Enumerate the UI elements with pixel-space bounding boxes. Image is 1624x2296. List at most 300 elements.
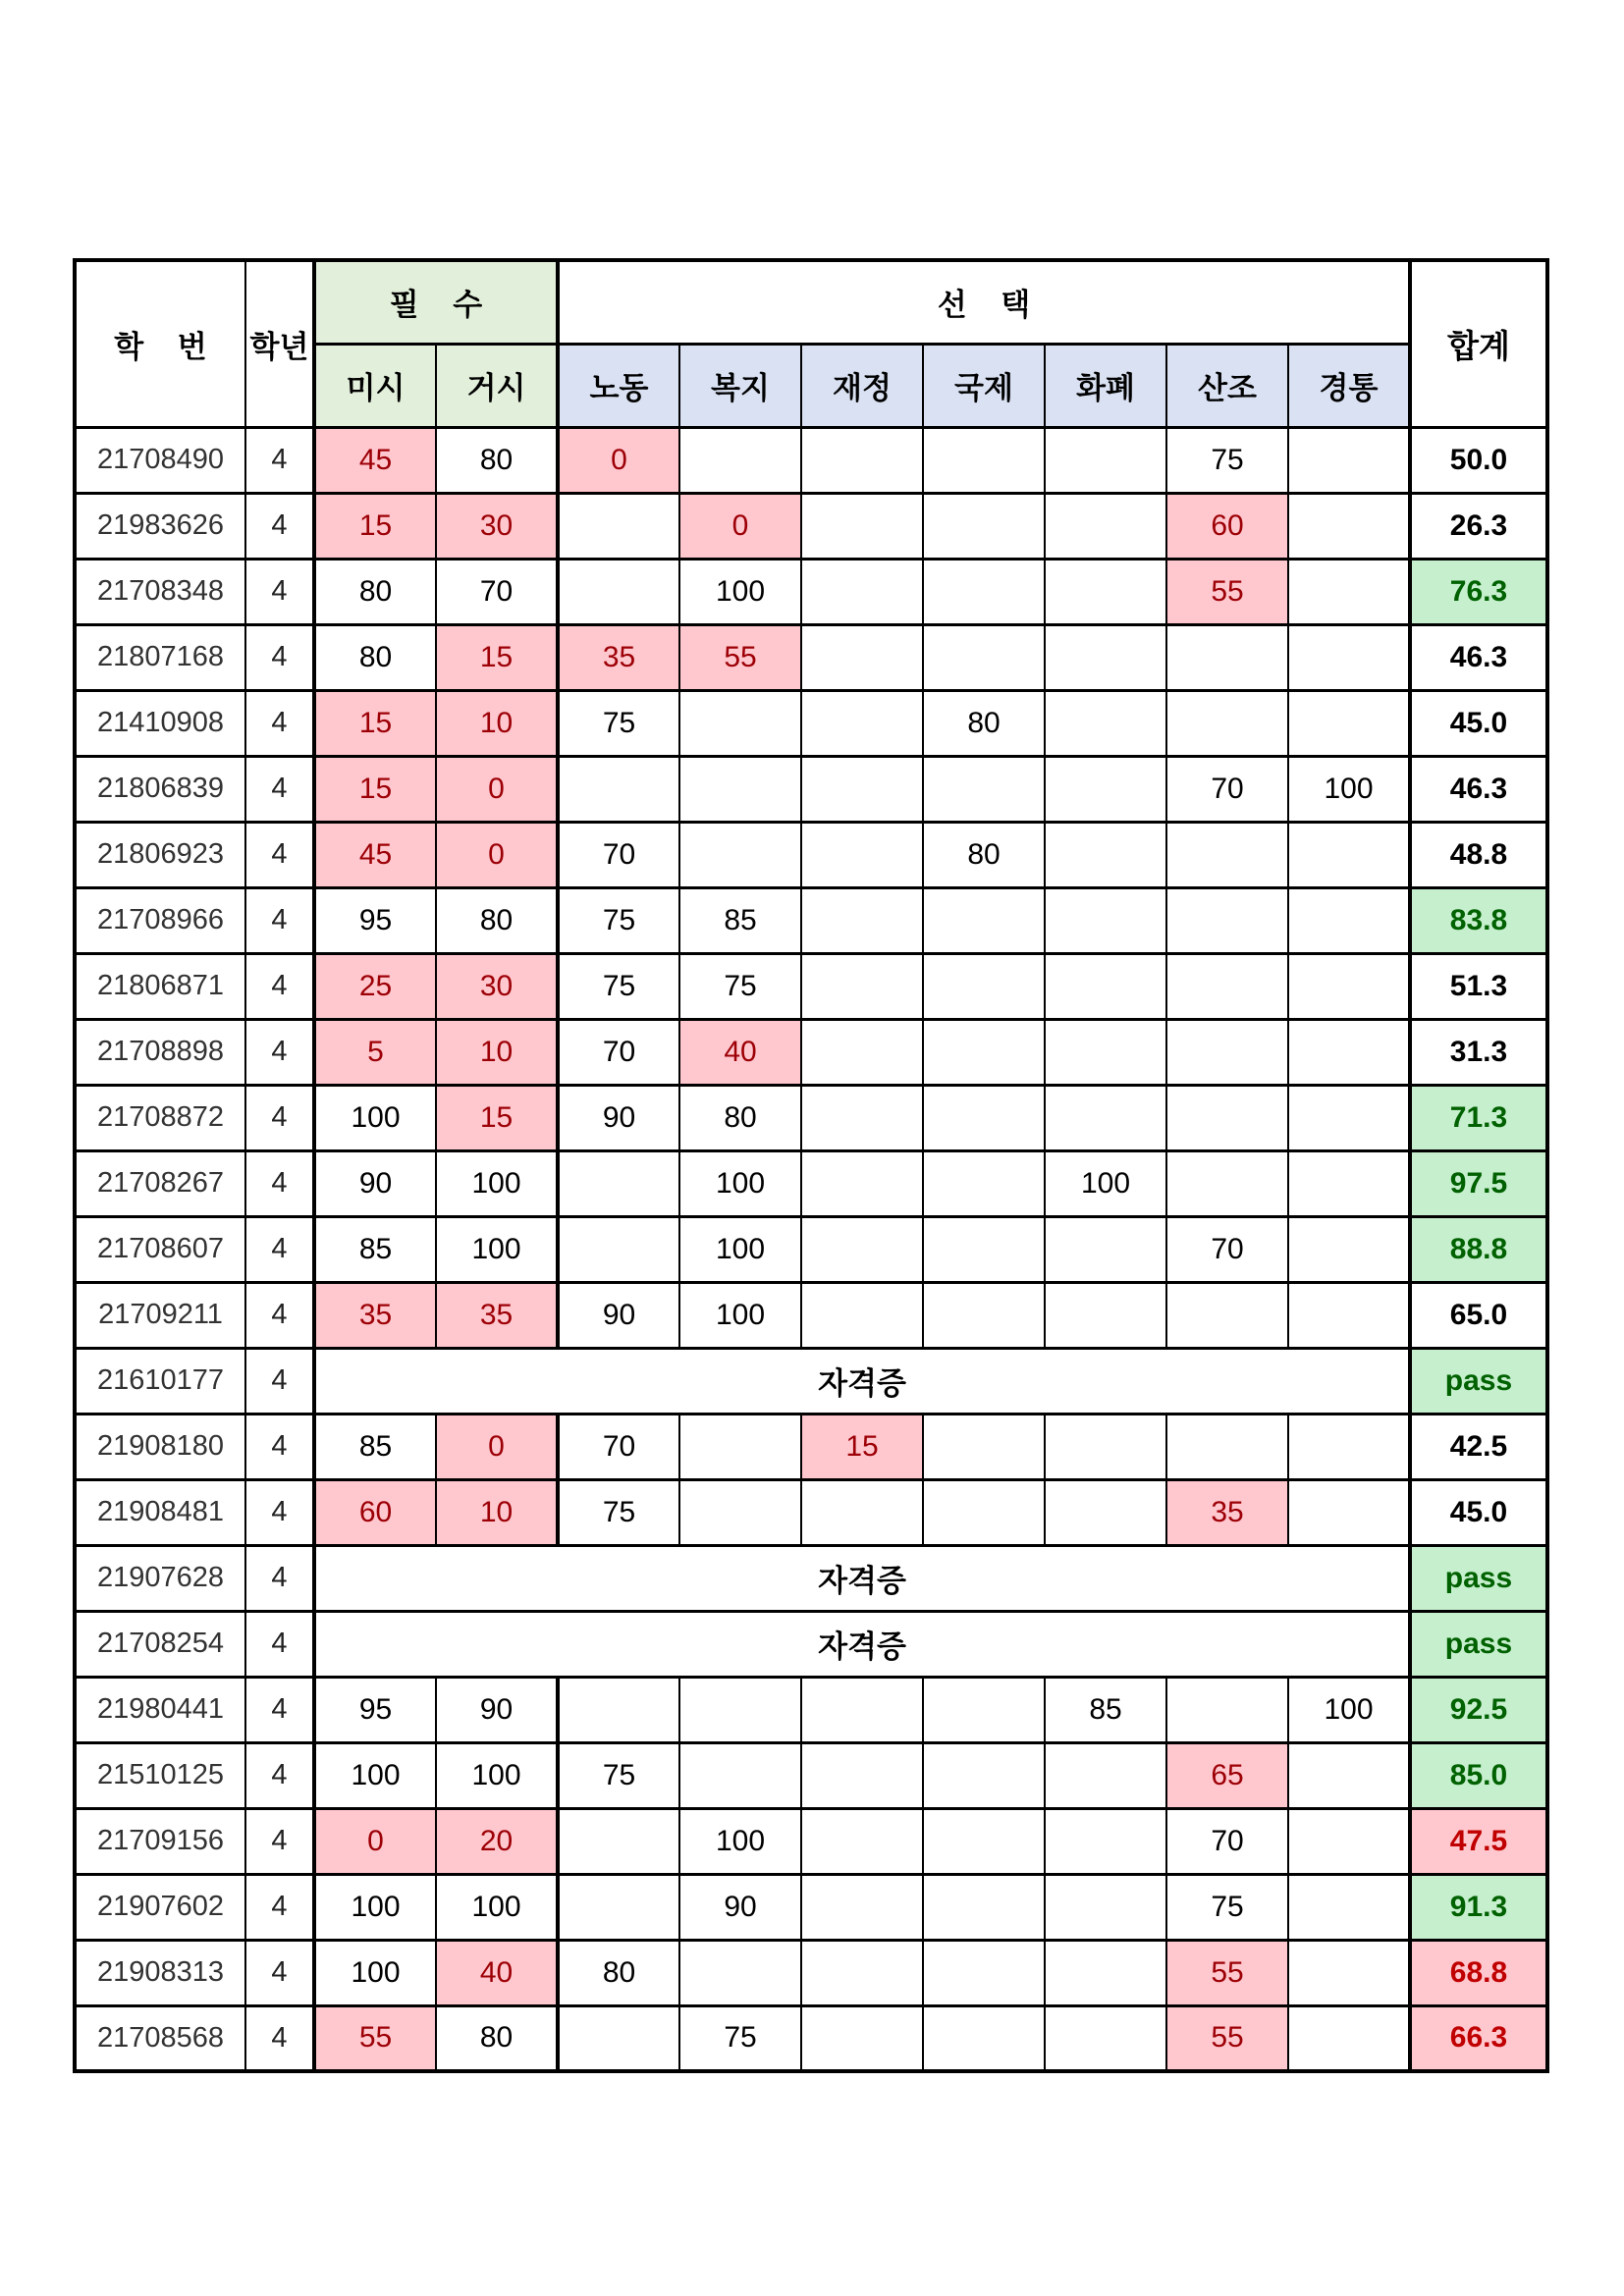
header-total: 합계 (1410, 260, 1547, 427)
score-cell (1166, 953, 1288, 1019)
score-cell: 15 (314, 756, 436, 822)
score-cell (1045, 2005, 1166, 2071)
student-id-cell: 21410908 (75, 690, 245, 756)
score-cell (1166, 1414, 1288, 1479)
header-subject-hwapye: 화폐 (1045, 344, 1166, 427)
score-cell (923, 427, 1045, 493)
year-cell: 4 (245, 1085, 314, 1150)
score-cell (1045, 1085, 1166, 1150)
score-cell: 100 (314, 1742, 436, 1808)
table-row (75, 1611, 1547, 1677)
score-cell (923, 493, 1045, 559)
score-cell (679, 1414, 801, 1479)
score-cell (1166, 1677, 1288, 1742)
score-cell (801, 1085, 923, 1150)
score-cell (923, 559, 1045, 624)
score-cell (558, 493, 679, 559)
score-cell (679, 690, 801, 756)
total-cell: 46.3 (1410, 624, 1547, 690)
score-cell: 90 (314, 1150, 436, 1216)
table-row (75, 690, 1547, 756)
score-cell (1166, 1085, 1288, 1150)
score-cell (1288, 559, 1410, 624)
total-cell: pass (1410, 1348, 1547, 1414)
table-row (75, 1874, 1547, 1940)
grade-table (73, 258, 1549, 2073)
student-id-cell: 21708254 (75, 1611, 245, 1677)
student-id-cell: 21806839 (75, 756, 245, 822)
score-cell: 10 (436, 690, 558, 756)
score-cell (1288, 2005, 1410, 2071)
student-id-cell: 21907628 (75, 1545, 245, 1611)
score-cell: 15 (314, 690, 436, 756)
score-cell (1166, 822, 1288, 887)
year-cell: 4 (245, 887, 314, 953)
student-id-cell: 21908313 (75, 1940, 245, 2005)
score-cell (679, 1742, 801, 1808)
score-cell: 100 (436, 1742, 558, 1808)
score-cell: 0 (679, 493, 801, 559)
score-cell (1288, 427, 1410, 493)
score-cell (923, 1216, 1045, 1282)
score-cell (558, 1216, 679, 1282)
score-cell (801, 427, 923, 493)
total-cell: 48.8 (1410, 822, 1547, 887)
score-cell (558, 756, 679, 822)
total-cell: 50.0 (1410, 427, 1547, 493)
score-cell (558, 2005, 679, 2071)
year-cell: 4 (245, 1545, 314, 1611)
score-cell (1045, 822, 1166, 887)
score-cell (1045, 1940, 1166, 2005)
table-row (75, 2005, 1547, 2071)
score-cell (1166, 887, 1288, 953)
score-cell: 45 (314, 822, 436, 887)
score-cell (1045, 1019, 1166, 1085)
score-cell: 100 (314, 1940, 436, 2005)
score-cell: 85 (679, 887, 801, 953)
score-cell (558, 1808, 679, 1874)
score-cell: 70 (558, 822, 679, 887)
score-cell (801, 624, 923, 690)
score-cell: 0 (436, 756, 558, 822)
score-cell (1166, 690, 1288, 756)
score-cell: 100 (679, 1282, 801, 1348)
score-cell: 80 (679, 1085, 801, 1150)
student-id-cell: 21709156 (75, 1808, 245, 1874)
score-cell (801, 690, 923, 756)
score-cell: 30 (436, 953, 558, 1019)
score-cell (801, 822, 923, 887)
score-cell: 30 (436, 493, 558, 559)
table-row (75, 1085, 1547, 1150)
score-cell: 55 (314, 2005, 436, 2071)
header-required-group: 필 수 (314, 260, 558, 344)
score-cell: 90 (679, 1874, 801, 1940)
score-cell (1045, 1479, 1166, 1545)
table-row (75, 1282, 1547, 1348)
score-cell: 100 (436, 1216, 558, 1282)
score-cell (1288, 953, 1410, 1019)
year-cell: 4 (245, 2005, 314, 2071)
year-cell: 4 (245, 756, 314, 822)
score-cell: 100 (314, 1085, 436, 1150)
score-cell: 70 (558, 1414, 679, 1479)
score-cell (923, 2005, 1045, 2071)
table-row (75, 1479, 1547, 1545)
score-cell (1045, 1874, 1166, 1940)
total-cell: 51.3 (1410, 953, 1547, 1019)
table-row (75, 427, 1547, 493)
student-id-cell: 21983626 (75, 493, 245, 559)
score-cell: 35 (436, 1282, 558, 1348)
total-cell: 88.8 (1410, 1216, 1547, 1282)
student-id-cell: 21610177 (75, 1348, 245, 1414)
total-cell: 47.5 (1410, 1808, 1547, 1874)
score-cell: 80 (436, 2005, 558, 2071)
score-cell (1045, 1808, 1166, 1874)
student-id-cell: 21908481 (75, 1479, 245, 1545)
score-cell (558, 1150, 679, 1216)
total-cell: 42.5 (1410, 1414, 1547, 1479)
year-cell: 4 (245, 1742, 314, 1808)
student-id-cell: 21908180 (75, 1414, 245, 1479)
score-cell: 65 (1166, 1742, 1288, 1808)
score-cell: 80 (314, 624, 436, 690)
score-cell: 75 (1166, 427, 1288, 493)
score-cell (923, 1874, 1045, 1940)
score-cell (923, 887, 1045, 953)
score-cell (801, 1742, 923, 1808)
student-id-cell: 21510125 (75, 1742, 245, 1808)
score-cell: 55 (679, 624, 801, 690)
score-cell (801, 887, 923, 953)
score-cell (801, 756, 923, 822)
score-cell (1288, 1414, 1410, 1479)
score-cell (1045, 1282, 1166, 1348)
score-cell: 75 (558, 1479, 679, 1545)
total-cell: 26.3 (1410, 493, 1547, 559)
score-cell (923, 1282, 1045, 1348)
student-id-cell: 21708267 (75, 1150, 245, 1216)
score-cell (801, 1808, 923, 1874)
score-cell: 100 (436, 1874, 558, 1940)
header-elective-group: 선 택 (558, 260, 1410, 344)
total-cell: 85.0 (1410, 1742, 1547, 1808)
table-row (75, 953, 1547, 1019)
score-cell (1045, 1742, 1166, 1808)
student-id-cell: 21708490 (75, 427, 245, 493)
total-cell: 66.3 (1410, 2005, 1547, 2071)
score-cell: 100 (679, 1216, 801, 1282)
student-id-cell: 21708607 (75, 1216, 245, 1282)
score-cell: 35 (1166, 1479, 1288, 1545)
score-cell (923, 1019, 1045, 1085)
score-cell: 45 (314, 427, 436, 493)
student-id-cell: 21806871 (75, 953, 245, 1019)
year-cell: 4 (245, 1874, 314, 1940)
score-cell: 85 (1045, 1677, 1166, 1742)
student-id-cell: 21907602 (75, 1874, 245, 1940)
score-cell: 0 (314, 1808, 436, 1874)
table-row (75, 624, 1547, 690)
score-cell: 0 (436, 822, 558, 887)
student-id-cell: 21708568 (75, 2005, 245, 2071)
total-cell: 92.5 (1410, 1677, 1547, 1742)
table-row (75, 1019, 1547, 1085)
year-cell: 4 (245, 822, 314, 887)
score-cell (1045, 624, 1166, 690)
score-cell: 35 (558, 624, 679, 690)
year-cell: 4 (245, 1282, 314, 1348)
score-cell: 10 (436, 1019, 558, 1085)
table-row (75, 1150, 1547, 1216)
score-cell: 90 (558, 1085, 679, 1150)
score-cell (679, 1479, 801, 1545)
score-cell (1288, 1940, 1410, 2005)
score-cell: 15 (801, 1414, 923, 1479)
score-cell (679, 427, 801, 493)
score-cell (1288, 887, 1410, 953)
table-row (75, 1414, 1547, 1479)
year-cell: 4 (245, 690, 314, 756)
student-id-cell: 21980441 (75, 1677, 245, 1742)
score-cell: 15 (314, 493, 436, 559)
score-cell (1288, 1019, 1410, 1085)
score-cell (923, 1085, 1045, 1150)
score-cell (1045, 953, 1166, 1019)
score-cell (1288, 624, 1410, 690)
score-cell (1045, 1414, 1166, 1479)
score-cell (923, 953, 1045, 1019)
score-cell (923, 1479, 1045, 1545)
total-cell: pass (1410, 1545, 1547, 1611)
score-cell: 55 (1166, 2005, 1288, 2071)
score-cell: 80 (436, 887, 558, 953)
table-row (75, 756, 1547, 822)
total-cell: 45.0 (1410, 1479, 1547, 1545)
score-cell (1288, 1150, 1410, 1216)
score-cell: 15 (436, 624, 558, 690)
score-cell (801, 953, 923, 1019)
score-cell (923, 756, 1045, 822)
score-cell: 70 (1166, 1216, 1288, 1282)
score-cell: 20 (436, 1808, 558, 1874)
score-cell: 15 (436, 1085, 558, 1150)
score-cell (1045, 1216, 1166, 1282)
score-cell: 100 (679, 1808, 801, 1874)
score-cell: 40 (679, 1019, 801, 1085)
table-row (75, 1808, 1547, 1874)
score-cell (1166, 1282, 1288, 1348)
score-cell (801, 1150, 923, 1216)
score-cell: 75 (679, 2005, 801, 2071)
student-id-cell: 21807168 (75, 624, 245, 690)
score-cell: 100 (679, 1150, 801, 1216)
score-cell: 40 (436, 1940, 558, 2005)
score-cell: 75 (679, 953, 801, 1019)
total-cell: 91.3 (1410, 1874, 1547, 1940)
year-cell: 4 (245, 427, 314, 493)
score-cell: 70 (1166, 1808, 1288, 1874)
year-cell: 4 (245, 624, 314, 690)
total-cell: 97.5 (1410, 1150, 1547, 1216)
score-cell: 70 (436, 559, 558, 624)
score-cell: 80 (558, 1940, 679, 2005)
score-cell (923, 1150, 1045, 1216)
table-row (75, 1348, 1547, 1414)
score-cell: 75 (558, 887, 679, 953)
table-row (75, 1677, 1547, 1742)
score-cell: 75 (1166, 1874, 1288, 1940)
student-id-cell: 21708348 (75, 559, 245, 624)
score-cell (923, 624, 1045, 690)
score-cell (923, 1414, 1045, 1479)
table-row (75, 1940, 1547, 2005)
header-subject-geosi: 거시 (436, 344, 558, 427)
total-cell: 71.3 (1410, 1085, 1547, 1150)
total-cell: 31.3 (1410, 1019, 1547, 1085)
year-cell: 4 (245, 1611, 314, 1677)
table-row (75, 822, 1547, 887)
score-cell: 55 (1166, 1940, 1288, 2005)
year-cell: 4 (245, 493, 314, 559)
score-cell (801, 1216, 923, 1282)
score-cell (923, 1808, 1045, 1874)
score-cell: 70 (1166, 756, 1288, 822)
score-cell (1045, 756, 1166, 822)
score-cell (801, 2005, 923, 2071)
score-cell (1288, 1085, 1410, 1150)
total-cell: 65.0 (1410, 1282, 1547, 1348)
score-cell: 60 (1166, 493, 1288, 559)
score-cell (923, 1677, 1045, 1742)
header-subject-gukje: 국제 (923, 344, 1045, 427)
grade-table-body (75, 427, 1547, 2071)
score-cell: 100 (1288, 1677, 1410, 1742)
score-cell (801, 1019, 923, 1085)
score-cell: 85 (314, 1216, 436, 1282)
score-cell: 70 (558, 1019, 679, 1085)
year-cell: 4 (245, 1348, 314, 1414)
table-row (75, 1545, 1547, 1611)
student-id-cell: 21806923 (75, 822, 245, 887)
score-cell: 80 (923, 690, 1045, 756)
score-cell (558, 559, 679, 624)
certificate-cell: 자격증 (314, 1611, 1410, 1677)
score-cell (801, 559, 923, 624)
score-cell: 100 (1288, 756, 1410, 822)
total-cell: 46.3 (1410, 756, 1547, 822)
score-cell: 100 (679, 559, 801, 624)
header-student-id: 학 번 (75, 260, 245, 427)
score-cell (1288, 1874, 1410, 1940)
score-cell: 85 (314, 1414, 436, 1479)
score-cell (1166, 624, 1288, 690)
year-cell: 4 (245, 1940, 314, 2005)
score-cell: 75 (558, 953, 679, 1019)
total-cell: 76.3 (1410, 559, 1547, 624)
score-cell (1288, 1216, 1410, 1282)
year-cell: 4 (245, 953, 314, 1019)
table-row (75, 493, 1547, 559)
student-id-cell: 21708898 (75, 1019, 245, 1085)
score-cell: 100 (314, 1874, 436, 1940)
score-cell (1166, 1150, 1288, 1216)
certificate-cell: 자격증 (314, 1348, 1410, 1414)
total-cell: 45.0 (1410, 690, 1547, 756)
score-cell: 100 (1045, 1150, 1166, 1216)
score-cell: 90 (558, 1282, 679, 1348)
score-cell: 60 (314, 1479, 436, 1545)
header-subject-nodong: 노동 (558, 344, 679, 427)
score-cell (1045, 427, 1166, 493)
score-cell (1288, 493, 1410, 559)
year-cell: 4 (245, 1216, 314, 1282)
score-cell (923, 1742, 1045, 1808)
score-cell (1045, 493, 1166, 559)
student-id-cell: 21709211 (75, 1282, 245, 1348)
year-cell: 4 (245, 1150, 314, 1216)
table-row (75, 1216, 1547, 1282)
score-cell: 80 (923, 822, 1045, 887)
year-cell: 4 (245, 1414, 314, 1479)
score-cell: 90 (436, 1677, 558, 1742)
year-cell: 4 (245, 1677, 314, 1742)
score-cell (923, 1940, 1045, 2005)
score-cell (1166, 1019, 1288, 1085)
score-cell (1288, 1282, 1410, 1348)
header-subject-jaejeong: 재정 (801, 344, 923, 427)
score-cell: 75 (558, 690, 679, 756)
score-cell (801, 1479, 923, 1545)
year-cell: 4 (245, 559, 314, 624)
score-cell (801, 1874, 923, 1940)
header-subject-bokji: 복지 (679, 344, 801, 427)
student-id-cell: 21708966 (75, 887, 245, 953)
score-cell (801, 1677, 923, 1742)
header-subject-gyeongtong: 경통 (1288, 344, 1410, 427)
score-cell: 10 (436, 1479, 558, 1545)
score-cell (1045, 559, 1166, 624)
header-subject-misi: 미시 (314, 344, 436, 427)
score-cell: 35 (314, 1282, 436, 1348)
score-cell (1288, 822, 1410, 887)
score-cell (679, 1940, 801, 2005)
score-cell (1045, 887, 1166, 953)
year-cell: 4 (245, 1019, 314, 1085)
score-cell: 95 (314, 887, 436, 953)
student-id-cell: 21708872 (75, 1085, 245, 1150)
score-cell (1288, 690, 1410, 756)
score-cell: 80 (436, 427, 558, 493)
score-cell: 75 (558, 1742, 679, 1808)
score-cell (558, 1677, 679, 1742)
score-cell (1288, 1808, 1410, 1874)
score-cell: 5 (314, 1019, 436, 1085)
total-cell: 83.8 (1410, 887, 1547, 953)
score-cell: 95 (314, 1677, 436, 1742)
score-cell: 100 (436, 1150, 558, 1216)
score-cell: 80 (314, 559, 436, 624)
score-cell (558, 1874, 679, 1940)
table-row (75, 559, 1547, 624)
table-row (75, 887, 1547, 953)
score-cell: 0 (558, 427, 679, 493)
score-cell: 55 (1166, 559, 1288, 624)
score-cell (1045, 690, 1166, 756)
table-row (75, 1742, 1547, 1808)
